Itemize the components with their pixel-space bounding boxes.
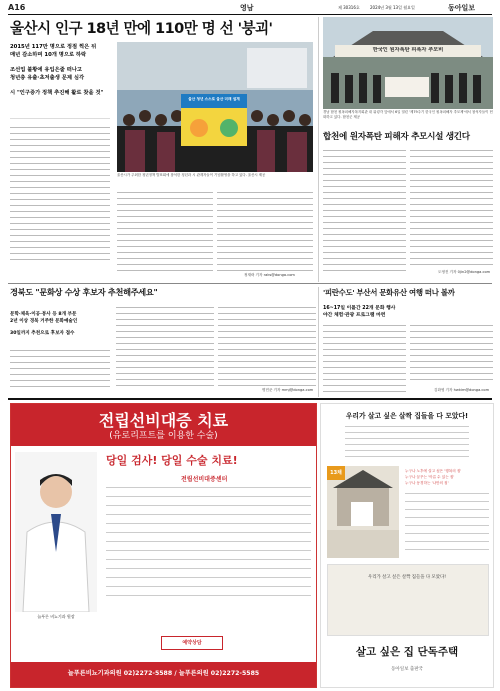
reserve-button[interactable] bbox=[161, 636, 223, 650]
deck-line: 2년 이상 경북 거주한 문화예술인 bbox=[10, 319, 78, 324]
story2-headline: 합천에 원자폭탄 피해자 추모시설 생긴다 bbox=[323, 132, 470, 142]
ad2-publisher: 동아일보 출판국 bbox=[391, 667, 423, 672]
story3-byline: 명민준 기자 mmj@donga.com bbox=[262, 388, 314, 392]
deck-line: 매년 감소하며 10개 명으로 하락 bbox=[10, 52, 87, 58]
ad1-tagline: 당일 검사! 당일 수술 치료! bbox=[106, 454, 238, 467]
story3-headline: 경북도 "문화상 수상 후보자 추천해주세요" bbox=[10, 287, 158, 297]
story1-headline: 울산시 인구 18년 만에 110만 명 선 '붕괴' bbox=[10, 20, 273, 37]
story1-byline: 정재락 기자 raks@donga.com bbox=[244, 273, 295, 277]
ad1-body bbox=[106, 484, 311, 602]
header-rule bbox=[8, 14, 492, 15]
story4-headline: '피란수도' 부산서 문화유산 여행 떠나 볼까 bbox=[323, 288, 455, 297]
ad-prostate[interactable] bbox=[10, 403, 317, 688]
deck-line: 시 "인구증가 정책 추진해 활로 찾을 것" bbox=[10, 90, 104, 96]
ad1-hospital: 전립선비대증센터 bbox=[181, 476, 228, 483]
story3-deck bbox=[10, 311, 110, 337]
story2-byline: 도영진 기자 0jin2@donga.com bbox=[438, 270, 491, 274]
story4-body-col2 bbox=[410, 323, 493, 385]
story1-photo-caption: 울산시가 주최한 청년정책 발표회에 참석한 청년과 시 관계자들이 기념촬영을 하고 있다. 울산시 제공 bbox=[117, 173, 266, 177]
ad2-book-title: 살고 싶은 집 단독주택 bbox=[355, 646, 459, 658]
story2-photo-caption: 경남 합천 원폭피해자복지회관 내 위령각 앞에서 6일 열린 '제79주기 한국인 원폭피해자 추모제'에서 참석자들이 헌화하고 있다. 합천군 제공 bbox=[323, 110, 493, 119]
doctor-label: 늘푸른 비뇨기과 원장 bbox=[37, 614, 75, 619]
deck-line: 문학·체육·이공·봉사 등 8개 부문 bbox=[10, 312, 77, 317]
story2-photo bbox=[323, 17, 493, 109]
story1-body-col2 bbox=[117, 190, 213, 272]
ad1-footer-phone: 늘푸른비뇨기과의원 02)2272-5588 / 늘푸른의원 02)2272-5585 bbox=[67, 670, 260, 677]
story3-body-col1 bbox=[10, 348, 110, 388]
issue-date: 2024년 3월 13일 월요일 bbox=[370, 5, 415, 10]
ad2-intro bbox=[345, 424, 469, 462]
photo-banner-text: 울산 청년 스스로 울산 미래 설계 bbox=[188, 97, 240, 101]
deck-line: 청년층 유출·초저출생 문제 심각 bbox=[10, 75, 85, 81]
story4-deck bbox=[323, 305, 493, 319]
ad2-tag-badge bbox=[327, 466, 345, 480]
doctor-photo bbox=[15, 452, 97, 612]
deck-line: 2015년 117만 명으로 정점 찍은 뒤 bbox=[10, 44, 97, 50]
bullet-line: 누구나 노후에 살고 싶은 '행복의 집' bbox=[405, 469, 462, 473]
reserve-label: 예약상담 bbox=[182, 640, 202, 646]
column-divider bbox=[318, 287, 319, 397]
ad2-title: 우리가 살고 싶은 살짝 집들을 다 모았다! bbox=[345, 412, 469, 420]
deck-line: 30일까지 추천으로 후보자 접수 bbox=[10, 331, 75, 336]
ad-book[interactable] bbox=[320, 403, 494, 688]
story1-body-col1 bbox=[10, 118, 110, 268]
ad2-tag: 13채 bbox=[330, 470, 342, 476]
issue-number: 제 30316호 bbox=[338, 5, 360, 10]
story2-body-col2 bbox=[410, 148, 493, 268]
ad2-body bbox=[405, 490, 489, 556]
page-number: A16 bbox=[8, 3, 26, 12]
brand-logo: 동아일보 bbox=[448, 4, 476, 12]
story1-body-col3 bbox=[217, 190, 313, 272]
deck-line: 조선업 불황에 유입은줄 떠나고 bbox=[10, 67, 83, 73]
section-rule bbox=[8, 283, 492, 284]
deck-line: 16~17일 이틀간 22개 문화 행사 bbox=[323, 306, 396, 311]
ad2-bullets bbox=[405, 468, 491, 486]
story4-byline: 김화영 기자 hwkim@donga.com bbox=[434, 388, 490, 392]
deck-line: 야간 체험·관광 프로그램 마련 bbox=[323, 313, 386, 318]
bullet-line: 누구나 동경하는 '나만의 집' bbox=[405, 481, 449, 485]
story3-body-col2 bbox=[116, 305, 214, 391]
bullet-line: 누구나 꿈꾸는 '아름 수 있는 집' bbox=[405, 475, 455, 479]
photo-sign-text: 한국인 원자폭탄 피폭자 추모비 bbox=[372, 47, 444, 53]
ad1-subtitle: (유로리프트를 이용한 수술) bbox=[109, 431, 218, 441]
story4-body-col1 bbox=[323, 323, 406, 393]
story2-body-col1 bbox=[323, 148, 406, 276]
page-header bbox=[8, 3, 492, 14]
story3-body-col3 bbox=[218, 305, 316, 387]
story1-photo bbox=[117, 42, 313, 172]
story1-deck bbox=[10, 43, 110, 97]
ad-rule bbox=[8, 398, 492, 400]
section-name: 영남 bbox=[240, 4, 254, 12]
ad1-title: 전립선비대증 치료 bbox=[98, 411, 229, 430]
ad2-promo: 우리가 살고 싶은 살짝 집들을 다 모았다! bbox=[368, 575, 446, 580]
column-divider bbox=[318, 17, 319, 282]
